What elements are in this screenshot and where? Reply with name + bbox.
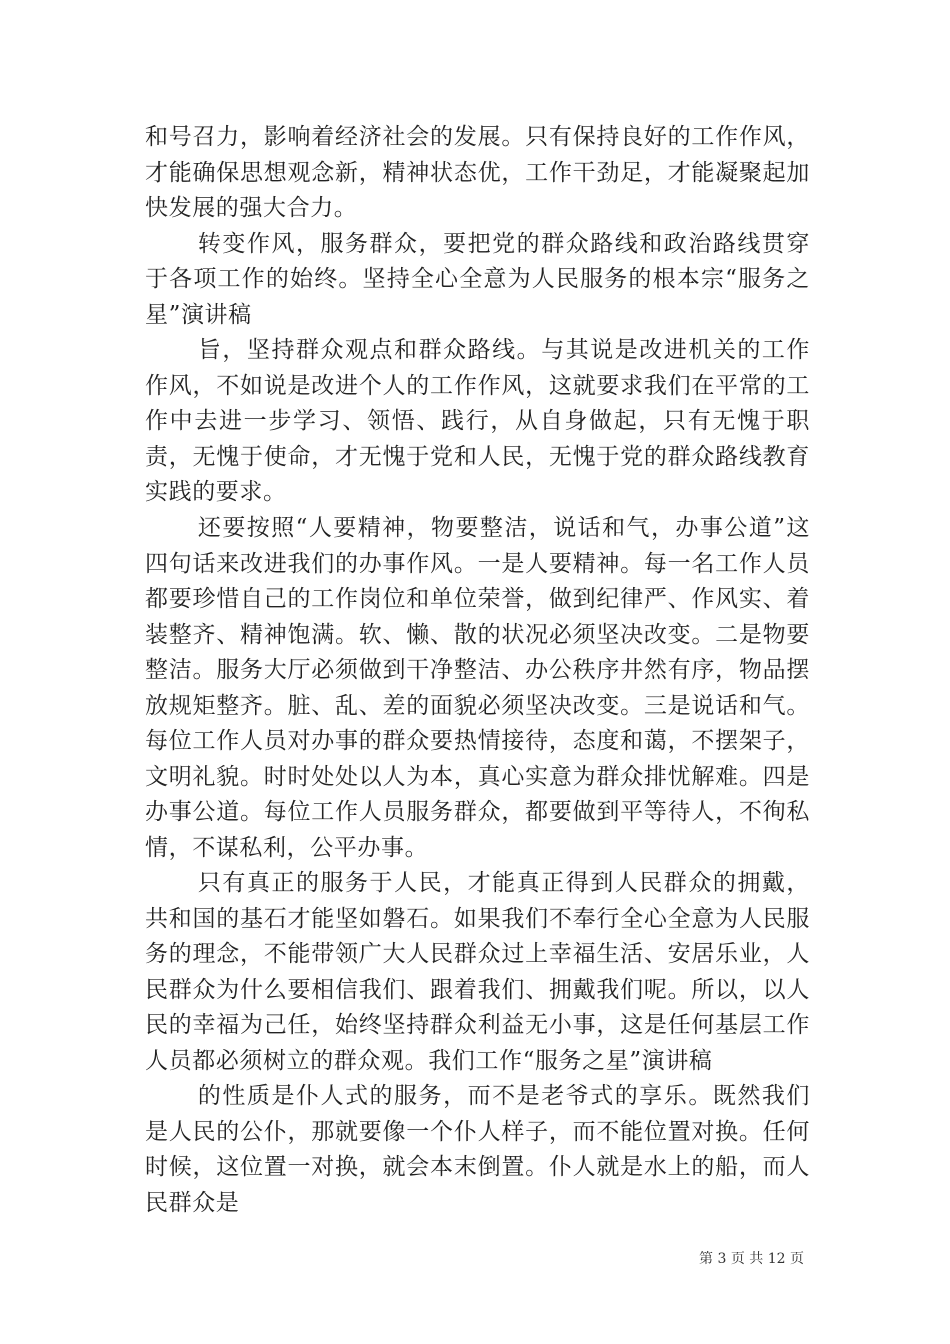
paragraph-style-change: 转变作风，服务群众，要把党的群众路线和政治路线贯穿于各项工作的始终。坚持全心全意为人民服务的根本宗“服务之星”演讲稿	[145, 230, 810, 328]
document-body	[145, 120, 810, 1222]
paragraph-servant-nature: 的性质是仆人式的服务，而不是老爷式的享乐。既然我们是人民的公仆，那就要像一个仆人样子，而不能位置对换。任何时候，这位置一对换，就会本末倒置。仆人就是水上的船，而人民群众是	[145, 1083, 810, 1216]
paragraph-mass-line: 旨，坚持群众观点和群众路线。与其说是改进机关的工作作风，不如说是改进个人的工作作风，这就要求我们在平常的工作中去进一步学习、领悟、践行，从自身做起，只有无愧于职责，无愧于使命，才无愧于党和人民，无愧于党的群众路线教育实践的要求。	[145, 337, 810, 506]
page-number-footer: 第 3 页 共 12 页	[699, 1251, 804, 1267]
paragraph-continuation: 和号召力，影响着经济社会的发展。只有保持良好的工作作风，才能确保思想观念新，精神状态优，工作干劲足，才能凝聚起加快发展的强大合力。	[145, 124, 810, 221]
paragraph-four-sentences: 还要按照“人要精神，物要整洁，说话和气，办事公道”这四句话来改进我们的办事作风。一是人要精神。每一名工作人员都要珍惜自己的工作岗位和单位荣誉，做到纪律严、作风实、着装整齐、精神饱满。软、懒、散的状况必须坚决改变。二是物要整洁。服务大厅必须做到干净整洁、办公秩序井然有序，物品摆放规矩整齐。脏、乱、差的面貌必须坚决改变。三是说话和气。每位工作人员对办事的群众要热情接待，态度和蔼，不摆架子，文明礼貌。时时处处以人为本，真心实意为群众排忧解难。四是办事公道。每位工作人员服务群众，都要做到平等待人，不徇私情，不谋私利，公平办事。	[145, 515, 810, 861]
paragraph-serve-people: 只有真正的服务于人民，才能真正得到人民群众的拥戴，共和国的基石才能坚如磐石。如果我们不奉行全心全意为人民服务的理念，不能带领广大人民群众过上幸福生活、安居乐业，人民群众为什么要相信我们、跟着我们、拥戴我们呢。所以，以人民的幸福为己任，始终坚持群众利益无小事，这是任何基层工作人员都必须树立的群众观。我们工作“服务之星”演讲稿	[145, 870, 810, 1074]
